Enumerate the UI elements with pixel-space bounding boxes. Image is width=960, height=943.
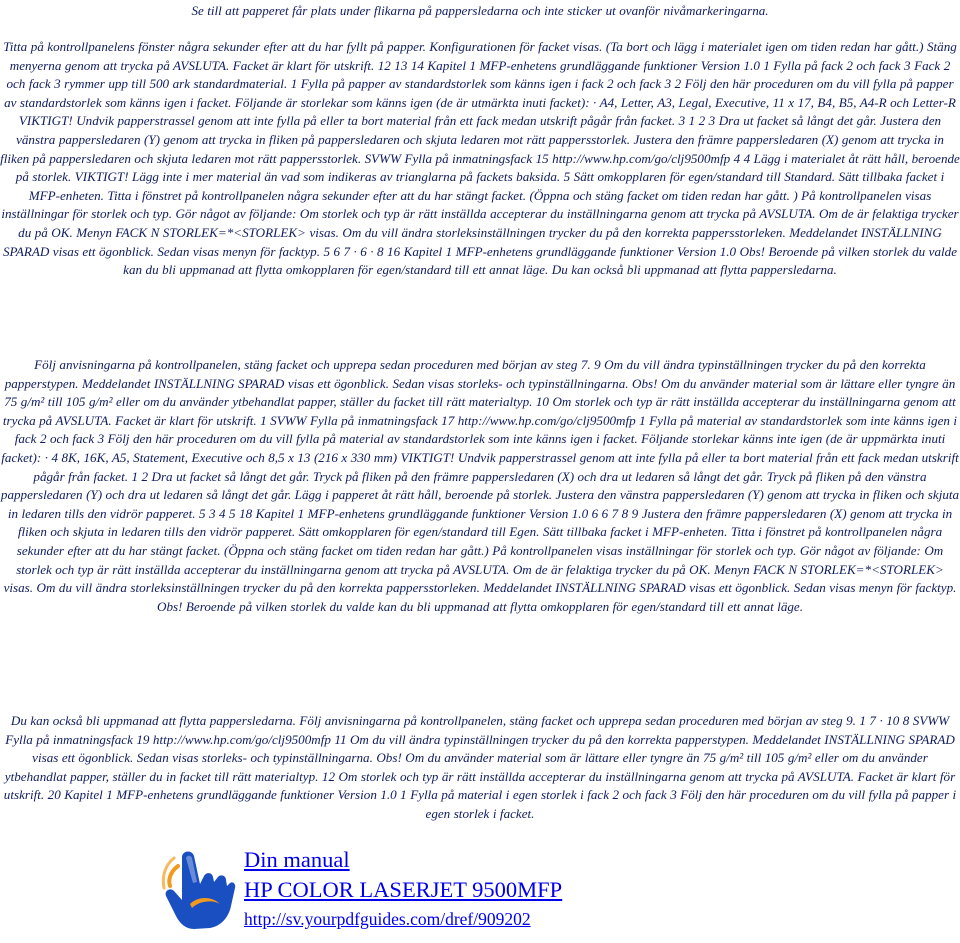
paragraph-3: Följ anvisningarna på kontrollpanelen, stäng facket och upprepa sedan proceduren med början av steg 7. 9 Om du vill ändra typinställningen trycker du på den korrekta papperstypen. Meddelandet INSTÄLLNING SPARAD visas ett ögonblick. Sedan visas storleks- och typinställningarna. Obs! Om du använder material som är lättare eller tyngre än 75 g/m² till 105 g/m² eller om du använder ytbehandlat papper, ställer du facket till rätt materialtyp. 10 Om storlek och typ är rätt inställda accepterar du inställningarna genom att trycka på AVSLUTA. Facket är klart för utskrift. 1 SVWW Fylla på inmatningsfack 17 http://www.hp.com/go/clj9500mfp 1 Fylla på material av standardstorlek som inte känns igen i fack 2 och fack 3 Följ den här proceduren om du vill fylla på material av standardstorlek som inte känns igen i facket. Följande storlekar känns inte igen (de är uppmärkta inuti facket): · 4 8K, 16K, A5, Statement, Executive och 8,5 x 13 (216 x 330 mm) VIKTIGT! Undvik papperstrassel genom att inte fylla på eller ta bort material från ett fack medan utskrift pågår från facket. 1 2 Dra ut facket så långt det går. Tryck på fliken på den främre pappersledaren (X) och dra ut ledaren så långt det går. Tryck på fliken på den vänstra pappersledaren (Y) och dra ut ledaren så långt det går. Lägg i papperet åt rätt håll, beroende på storlek. Justera den vänstra pappersledaren (Y) genom att trycka in fliken och skjuta in ledaren tills den vidrör papperet. 5 3 4 5 18 Kapitel 1 MFP-enhetens grundläggande funktioner Version 1.0 6 6 7 8 9 Justera den främre pappersledaren (X) genom att trycka in fliken och skjuta in ledaren tills den vidrör papperet. Sätt omkopplaren för egen/standard till Egen. Sätt tillbaka facket i MFP-enheten. Titta i fönstret på kontrollpanelen några sekunder efter att du har stängt facket. (Öppna och stäng facket om tiden redan har gått.) På kontrollpanelen visas inställningar för storlek och typ. Gör något av följande: Om storlek och typ är rätt inställda accepterar du inställningarna genom att trycka på AVSLUTA. Om de är felaktiga trycker du på OK. Menyn FACK N STORLEK=*<STORLEK> visas. Om du vill ändra storleksinställningen trycker du på den korrekta pappersstorleken. Meddelandet INSTÄLLNING SPARAD visas ett ögonblick. Sedan visas menyn för facktyp. Obs! Beroende på vilken storlek du valde kan du bli uppmanad att flytta omkopplaren för egen/standard till ett annat läge. [0, 357, 960, 614]
manual-footer [160, 846, 920, 936]
manual-link[interactable]: Din manual [244, 847, 350, 872]
url-link[interactable]: http://sv.yourpdfguides.com/dref/909202 [244, 909, 531, 929]
paragraph-2: Titta på kontrollpanelens fönster några sekunder efter att du har fyllt på papper. Konfigurationen för facket visas. (Ta bort och lägg i materialet igen om tiden redan har gått.) Stäng menyerna genom att trycka på AVSLUTA. Facket är klart för utskrift. 12 13 14 Kapitel 1 MFP-enhetens grundläggande funktioner Version 1.0 1 Fylla på fack 2 och fack 3 Fack 2 och fack 3 rymmer upp till 500 ark standardmaterial. 1 Fylla på papper av standardstorlek som känns igen i fack 2 och fack 3 2 Följ den här proceduren om du vill fylla på papper av standardstorlek som känns igen i facket. Följande är storlekar som känns igen (de är utmärkta inuti facket): · A4, Letter, A3, Legal, Executive, 11 x 17, B4, B5, A4-R och Letter-R VIKTIGT! Undvik papperstrassel genom att inte fylla på eller ta bort material från ett fack medan utskrift pågår från facket. 3 1 2 3 Dra ut facket så långt det går. Justera den vänstra pappersledaren (Y) genom att trycka in fliken på pappersledaren och skjuta ledaren mot rätt pappersstorlek. Justera den främre pappersledaren (X) genom att trycka in fliken på pappersledaren och skjuta ledaren mot rätt pappersstorlek. SVWW Fylla på inmatningsfack 15 http://www.hp.com/go/clj9500mfp 4 4 Lägg i materialet åt rätt håll, beroende på storlek. VIKTIGT! Lägg inte i mer material än vad som indikeras av trianglarna på fackets baksida. 5 Sätt omkopplaren för egen/standard till Standard. Sätt tillbaka facket i MFP-enheten. Titta i fönstret på kontrollpanelen några sekunder efter att du har stängt facket. (Öppna och stäng facket om tiden redan har gått. ) På kontrollpanelen visas inställningar för storlek och typ. Gör något av följande: Om storlek och typ är rätt inställda accepterar du inställningarna genom att trycka på AVSLUTA. Om de är felaktiga trycker du på OK. Menyn FACK N STORLEK=*<STORLEK> visas. Om du vill ändra storleksinställningen trycker du på den korrekta pappersstorleken. Meddelandet INSTÄLLNING SPARAD visas ett ögonblick. Sedan visas menyn för facktyp. 5 6 7 · 6 · 8 16 Kapitel 1 MFP-enhetens grundläggande funktioner Version 1.0 Obs! Beroende på vilken storlek du valde kan du bli uppmanad att flytta omkopplaren för egen/standard till ett annat läge. Du kan också bli uppmanad att flytta pappersledarna. [0, 39, 960, 278]
hand-pointer-icon [160, 846, 236, 932]
paragraph-1: Se till att papperet får plats under flikarna på pappersledarna och inte sticker ut ovanför nivåmarkeringarna. [191, 3, 769, 18]
paragraph-4: Du kan också bli uppmanad att flytta pappersledarna. Följ anvisningarna på kontrollpanelen, stäng facket och upprepa sedan proceduren med början av steg 9. 1 7 · 10 8 SVWW Fylla på inmatningsfack 19 http://www.hp.com/go/clj9500mfp 11 Om du vill ändra typinställningen trycker du på den korrekta papperstypen. Meddelandet INSTÄLLNING SPARAD visas ett ögonblick. Sedan visas storleks- och typinställningarna. Obs! Om du använder material som är lättare eller tyngre än 75 g/m² till 105 g/m² eller om du använder ytbehandlat papper, ställer du in facket till rätt materialtyp. 12 Om storlek och typ är rätt inställda accepterar du inställningarna genom att trycka på AVSLUTA. Facket är klart för utskrift. 20 Kapitel 1 MFP-enhetens grundläggande funktioner Version 1.0 1 Fylla på material i egen storlek i fack 2 och fack 3 Följ den här proceduren om du vill fylla på papper i egen storlek i facket. [3, 713, 957, 821]
footer-links [244, 846, 562, 933]
product-link[interactable]: HP COLOR LASERJET 9500MFP [244, 877, 563, 902]
